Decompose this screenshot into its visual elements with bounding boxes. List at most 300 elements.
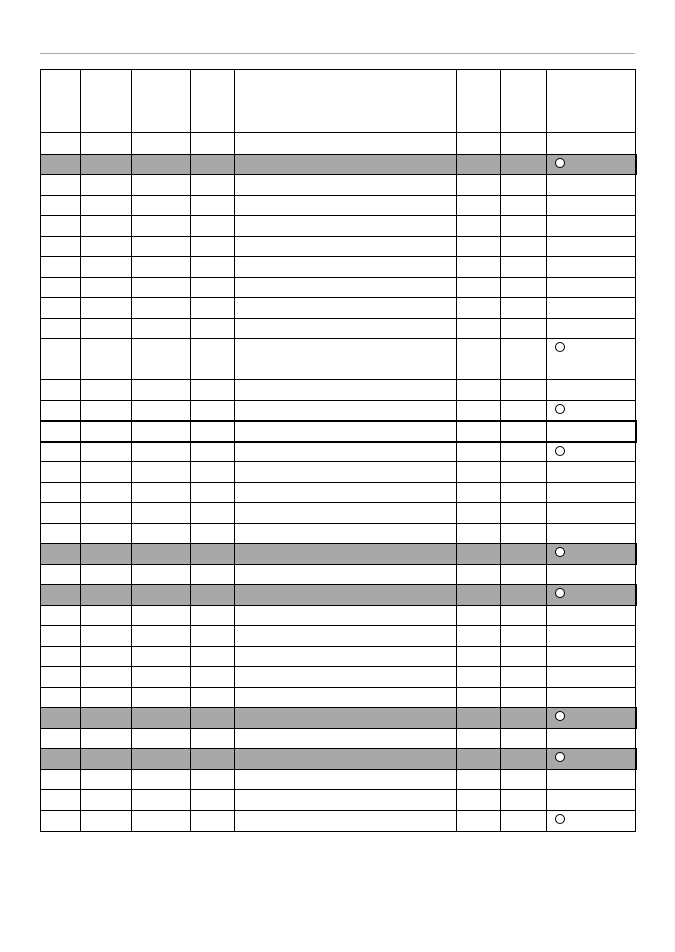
table-cell (235, 565, 457, 585)
table-cell (235, 626, 457, 647)
table-cell (501, 216, 547, 237)
table-cell (547, 380, 636, 401)
table-row (41, 790, 636, 811)
table-cell (132, 319, 191, 339)
table-cell (547, 339, 636, 380)
table-cell (191, 216, 235, 237)
table-cell (41, 339, 81, 380)
table-cell (457, 196, 501, 216)
data-table (40, 69, 637, 832)
table-cell (235, 688, 457, 708)
table-cell (501, 626, 547, 647)
table-cell (41, 196, 81, 216)
table-row (41, 462, 636, 483)
header-cell (235, 70, 457, 133)
table-cell (547, 319, 636, 339)
table-cell (235, 811, 457, 832)
table-cell (41, 237, 81, 257)
table-cell (501, 298, 547, 319)
table-cell (547, 544, 636, 565)
table-cell (132, 133, 191, 155)
circle-marker-icon (555, 588, 565, 598)
table-cell (81, 401, 132, 421)
table-cell (501, 442, 547, 462)
table-cell (41, 708, 81, 729)
table-cell (191, 688, 235, 708)
table-cell (457, 688, 501, 708)
table-cell (235, 585, 457, 606)
table-row (41, 626, 636, 647)
table-cell (457, 133, 501, 155)
table-cell (501, 544, 547, 565)
table-cell (41, 401, 81, 421)
table-cell (191, 503, 235, 524)
table-cell (81, 319, 132, 339)
table-cell (191, 811, 235, 832)
table-cell (547, 770, 636, 790)
table-cell (501, 647, 547, 667)
table-cell (457, 585, 501, 606)
table-cell (501, 278, 547, 298)
table-cell (501, 688, 547, 708)
table-cell (547, 667, 636, 688)
table-cell (501, 770, 547, 790)
table-cell (547, 524, 636, 544)
table-cell (235, 708, 457, 729)
table-cell (191, 647, 235, 667)
table-cell (41, 216, 81, 237)
table-cell (235, 257, 457, 278)
table-row (41, 729, 636, 749)
table-cell (132, 380, 191, 401)
table-body (41, 133, 636, 832)
table-row (41, 237, 636, 257)
table-cell (501, 257, 547, 278)
table-cell (547, 811, 636, 832)
table-cell (235, 421, 457, 442)
table-cell (457, 237, 501, 257)
circle-marker-icon (555, 404, 565, 414)
table-cell (81, 237, 132, 257)
table-cell (235, 216, 457, 237)
table-cell (132, 155, 191, 175)
table-row (41, 319, 636, 339)
table-cell (132, 647, 191, 667)
table-cell (132, 298, 191, 319)
table-cell (41, 544, 81, 565)
table-cell (191, 257, 235, 278)
table-cell (547, 278, 636, 298)
table-cell (457, 667, 501, 688)
circle-marker-icon (555, 814, 565, 824)
table-cell (81, 565, 132, 585)
table-cell (41, 565, 81, 585)
table-cell (81, 133, 132, 155)
table-cell (547, 565, 636, 585)
table-cell (457, 626, 501, 647)
table-cell (547, 237, 636, 257)
table-cell (457, 811, 501, 832)
table-cell (132, 688, 191, 708)
table-cell (41, 770, 81, 790)
table-cell (457, 380, 501, 401)
table-cell (547, 503, 636, 524)
table-cell (547, 708, 636, 729)
table-cell (41, 503, 81, 524)
table-cell (132, 216, 191, 237)
table-cell (41, 278, 81, 298)
table-cell (191, 298, 235, 319)
table-cell (81, 380, 132, 401)
table-cell (457, 647, 501, 667)
table-cell (81, 626, 132, 647)
table-cell (547, 729, 636, 749)
table-cell (547, 133, 636, 155)
table-cell (457, 257, 501, 278)
table-cell (501, 380, 547, 401)
table-cell (81, 442, 132, 462)
header-cell (41, 70, 81, 133)
table-cell (501, 811, 547, 832)
table-cell (41, 749, 81, 770)
header-cell (457, 70, 501, 133)
table-cell (457, 524, 501, 544)
table-cell (235, 339, 457, 380)
table-cell (457, 421, 501, 442)
table-cell (235, 237, 457, 257)
table-cell (235, 524, 457, 544)
table-cell (547, 298, 636, 319)
table-cell (235, 544, 457, 565)
table-cell (41, 483, 81, 503)
table-cell (41, 462, 81, 483)
table-cell (41, 790, 81, 811)
table-cell (235, 442, 457, 462)
table-cell (547, 196, 636, 216)
table-cell (41, 729, 81, 749)
table-cell (501, 339, 547, 380)
table-row (41, 257, 636, 278)
table-cell (81, 585, 132, 606)
table-cell (547, 647, 636, 667)
circle-marker-icon (555, 342, 565, 352)
table-cell (457, 770, 501, 790)
table-cell (132, 544, 191, 565)
table-cell (501, 708, 547, 729)
table-cell (457, 339, 501, 380)
table-cell (81, 647, 132, 667)
table-cell (235, 483, 457, 503)
table-cell (191, 708, 235, 729)
table-cell (81, 503, 132, 524)
table-cell (81, 339, 132, 380)
table-cell (235, 298, 457, 319)
table-cell (132, 196, 191, 216)
table-row (41, 708, 636, 729)
table-cell (41, 647, 81, 667)
table-cell (132, 175, 191, 196)
table-cell (191, 278, 235, 298)
table-cell (132, 749, 191, 770)
table-cell (235, 790, 457, 811)
table-cell (191, 729, 235, 749)
header-cell (501, 70, 547, 133)
table-row (41, 216, 636, 237)
table-cell (547, 749, 636, 770)
table-cell (132, 483, 191, 503)
table-cell (501, 565, 547, 585)
table-cell (547, 175, 636, 196)
table-cell (191, 770, 235, 790)
table-cell (81, 811, 132, 832)
table-cell (81, 257, 132, 278)
table-cell (501, 524, 547, 544)
table-cell (547, 442, 636, 462)
table-cell (547, 401, 636, 421)
table-row (41, 667, 636, 688)
table-row (41, 688, 636, 708)
table-cell (191, 175, 235, 196)
table-cell (191, 749, 235, 770)
table-cell (457, 483, 501, 503)
table-cell (235, 278, 457, 298)
table-cell (501, 401, 547, 421)
table-cell (457, 749, 501, 770)
table-cell (41, 133, 81, 155)
table-cell (191, 483, 235, 503)
table-row (41, 278, 636, 298)
table-cell (132, 503, 191, 524)
table-row (41, 298, 636, 319)
header-rule (40, 53, 635, 54)
table-cell (132, 585, 191, 606)
table-cell (81, 421, 132, 442)
table-cell (191, 544, 235, 565)
table-cell (547, 257, 636, 278)
table-cell (501, 462, 547, 483)
table-cell (547, 626, 636, 647)
table-row (41, 585, 636, 606)
circle-marker-icon (555, 752, 565, 762)
table-row (41, 749, 636, 770)
table-cell (501, 483, 547, 503)
table-cell (235, 175, 457, 196)
table-cell (191, 626, 235, 647)
table-cell (501, 749, 547, 770)
table-cell (41, 606, 81, 626)
table-cell (81, 729, 132, 749)
table-cell (41, 319, 81, 339)
table-cell (235, 606, 457, 626)
table-cell (501, 585, 547, 606)
table-cell (191, 133, 235, 155)
table-cell (81, 749, 132, 770)
table-cell (81, 606, 132, 626)
table-cell (457, 442, 501, 462)
table-cell (547, 155, 636, 175)
table-cell (41, 155, 81, 175)
table-cell (41, 175, 81, 196)
table-cell (501, 729, 547, 749)
table-cell (81, 688, 132, 708)
table-row (41, 544, 636, 565)
table-cell (547, 790, 636, 811)
table-cell (501, 790, 547, 811)
table-cell (235, 155, 457, 175)
table-cell (81, 216, 132, 237)
table-cell (457, 298, 501, 319)
table-cell (457, 503, 501, 524)
circle-marker-icon (555, 158, 565, 168)
table-cell (132, 790, 191, 811)
table-cell (41, 380, 81, 401)
table-cell (132, 257, 191, 278)
table-row (41, 339, 636, 380)
table-cell (191, 339, 235, 380)
table-cell (501, 319, 547, 339)
header-cell (547, 70, 636, 133)
table-cell (547, 688, 636, 708)
table-cell (41, 688, 81, 708)
table-cell (81, 790, 132, 811)
table-cell (547, 606, 636, 626)
table-cell (235, 380, 457, 401)
table-cell (191, 585, 235, 606)
table-cell (191, 606, 235, 626)
table-row (41, 175, 636, 196)
table-cell (235, 133, 457, 155)
table-cell (547, 483, 636, 503)
table-cell (41, 626, 81, 647)
table-cell (41, 421, 81, 442)
table-cell (501, 155, 547, 175)
table-cell (235, 401, 457, 421)
table-cell (132, 278, 191, 298)
table-cell (132, 442, 191, 462)
table-cell (457, 175, 501, 196)
table-cell (132, 421, 191, 442)
table-cell (81, 196, 132, 216)
table-row (41, 421, 636, 442)
table-row (41, 647, 636, 667)
table-cell (41, 298, 81, 319)
table-row (41, 565, 636, 585)
table-cell (191, 155, 235, 175)
table-cell (132, 565, 191, 585)
circle-marker-icon (555, 446, 565, 456)
table-cell (132, 462, 191, 483)
table-cell (501, 196, 547, 216)
table-cell (191, 462, 235, 483)
table-cell (81, 298, 132, 319)
header-cell (81, 70, 132, 133)
table-cell (501, 606, 547, 626)
table-cell (41, 442, 81, 462)
table-cell (501, 503, 547, 524)
table-cell (132, 339, 191, 380)
table-cell (457, 544, 501, 565)
table-cell (457, 708, 501, 729)
table-cell (235, 749, 457, 770)
circle-marker-icon (555, 547, 565, 557)
table-cell (132, 667, 191, 688)
table-cell (235, 647, 457, 667)
table-cell (547, 421, 636, 442)
table-cell (191, 667, 235, 688)
table-row (41, 606, 636, 626)
header-cell (132, 70, 191, 133)
table-cell (81, 524, 132, 544)
table-cell (547, 585, 636, 606)
table-cell (457, 401, 501, 421)
table-cell (41, 811, 81, 832)
table-cell (235, 196, 457, 216)
table-cell (81, 175, 132, 196)
header-cell (191, 70, 235, 133)
circle-marker-icon (555, 711, 565, 721)
table-cell (235, 770, 457, 790)
table-cell (132, 729, 191, 749)
table-cell (132, 770, 191, 790)
table-cell (191, 565, 235, 585)
table-cell (457, 216, 501, 237)
table-cell (132, 606, 191, 626)
table-row (41, 155, 636, 175)
table-cell (41, 257, 81, 278)
table-cell (191, 421, 235, 442)
table-cell (191, 380, 235, 401)
table-cell (191, 401, 235, 421)
table-cell (41, 667, 81, 688)
table-cell (132, 524, 191, 544)
table-cell (457, 319, 501, 339)
table-cell (457, 565, 501, 585)
table-cell (457, 790, 501, 811)
table-cell (132, 811, 191, 832)
table-cell (81, 155, 132, 175)
table-row (41, 524, 636, 544)
table-cell (191, 319, 235, 339)
table-cell (235, 503, 457, 524)
table-cell (41, 524, 81, 544)
table-row (41, 442, 636, 462)
table-cell (81, 770, 132, 790)
table-row (41, 770, 636, 790)
table-cell (457, 462, 501, 483)
table-row (41, 133, 636, 155)
table-cell (132, 626, 191, 647)
table-cell (501, 237, 547, 257)
table-cell (81, 667, 132, 688)
table-cell (41, 585, 81, 606)
table-cell (191, 442, 235, 462)
table-cell (191, 790, 235, 811)
table-cell (501, 421, 547, 442)
table-cell (235, 729, 457, 749)
table-cell (457, 606, 501, 626)
table-header-row (41, 70, 636, 133)
table-cell (132, 237, 191, 257)
table-cell (132, 401, 191, 421)
table-cell (457, 155, 501, 175)
table-row (41, 196, 636, 216)
table-cell (132, 708, 191, 729)
table-cell (501, 667, 547, 688)
table-cell (81, 278, 132, 298)
table-cell (191, 237, 235, 257)
table-row (41, 483, 636, 503)
table-cell (235, 319, 457, 339)
